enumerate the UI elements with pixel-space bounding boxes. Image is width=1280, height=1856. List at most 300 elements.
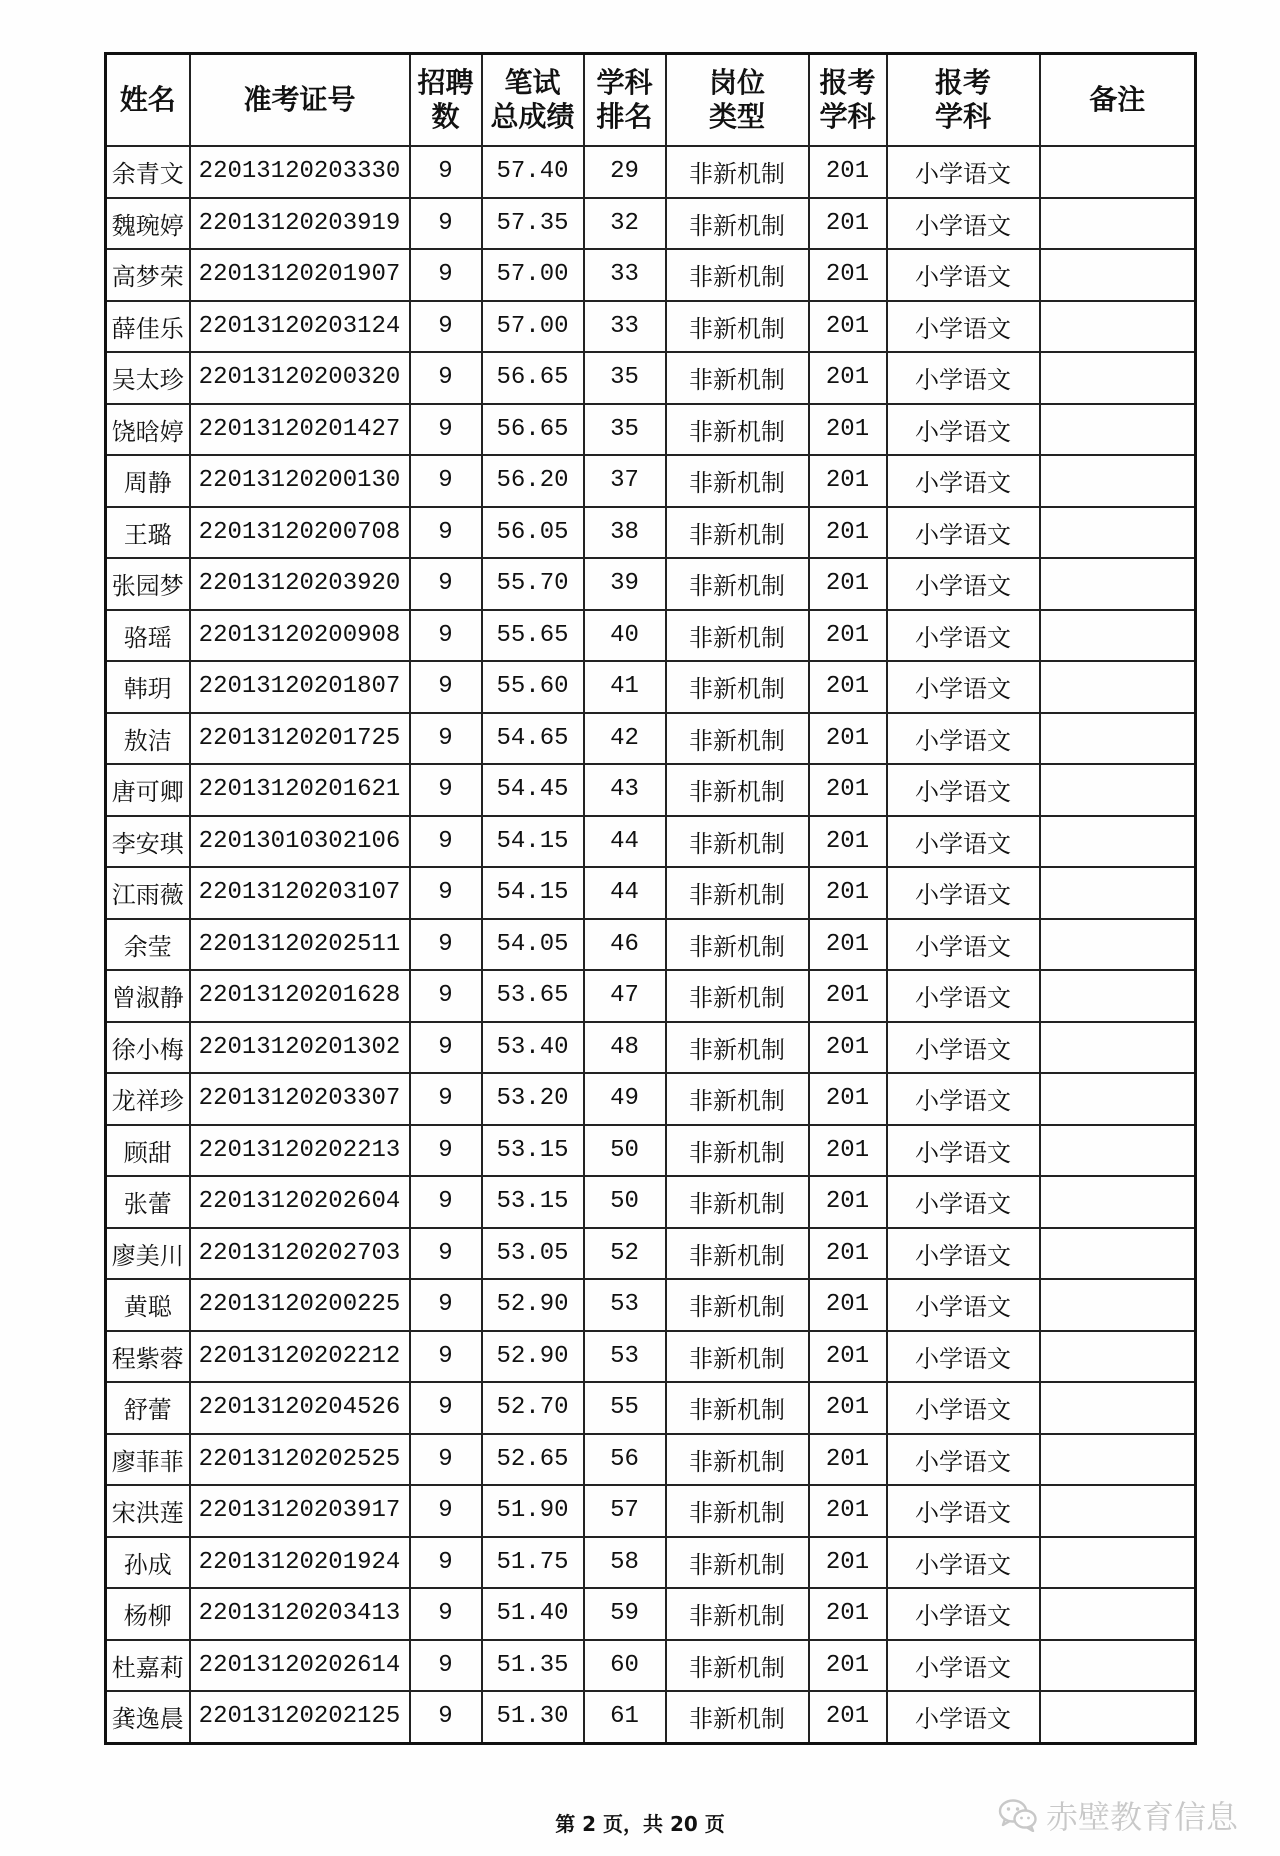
cell-post-type: 非新机制 — [666, 1485, 809, 1537]
cell-remark — [1040, 1176, 1196, 1228]
table-row — [106, 1382, 1196, 1434]
cell-score: 51.90 — [482, 1485, 584, 1537]
cell-subject: 小学语文 — [887, 1382, 1040, 1434]
table-row — [106, 1176, 1196, 1228]
cell-post-type: 非新机制 — [666, 1640, 809, 1692]
cell-subject: 小学语文 — [887, 661, 1040, 713]
cell-recruit-num: 9 — [410, 1434, 482, 1486]
header-subject-line2: 学科 — [934, 100, 991, 133]
table-row — [106, 1331, 1196, 1383]
cell-exam-id: 22013120200130 — [190, 455, 410, 507]
header-subject-code — [809, 54, 887, 147]
cell-recruit-num: 9 — [410, 507, 482, 559]
table-row — [106, 1640, 1196, 1692]
cell-post-type: 非新机制 — [666, 970, 809, 1022]
cell-recruit-num: 9 — [410, 301, 482, 353]
cell-subject-code: 201 — [809, 1022, 887, 1074]
cell-name: 徐小梅 — [106, 1022, 190, 1074]
header-recruit-num-line1: 招聘 — [417, 66, 474, 99]
cell-rank: 50 — [584, 1176, 666, 1228]
cell-subject-code: 201 — [809, 146, 887, 198]
header-rank — [584, 54, 666, 147]
cell-subject-code: 201 — [809, 1537, 887, 1589]
cell-subject-code: 201 — [809, 249, 887, 301]
cell-rank: 44 — [584, 867, 666, 919]
cell-exam-id: 22013120202125 — [190, 1691, 410, 1743]
cell-score: 54.05 — [482, 919, 584, 971]
cell-score: 53.40 — [482, 1022, 584, 1074]
cell-recruit-num: 9 — [410, 1022, 482, 1074]
cell-remark — [1040, 919, 1196, 971]
cell-name: 宋洪莲 — [106, 1485, 190, 1537]
cell-exam-id: 22013010302106 — [190, 816, 410, 868]
cell-recruit-num: 9 — [410, 1125, 482, 1177]
cell-score: 52.90 — [482, 1279, 584, 1331]
cell-rank: 57 — [584, 1485, 666, 1537]
header-subject-code-line1: 报考 — [819, 66, 876, 99]
cell-subject-code: 201 — [809, 507, 887, 559]
cell-remark — [1040, 1640, 1196, 1692]
cell-subject-code: 201 — [809, 352, 887, 404]
cell-score: 51.75 — [482, 1537, 584, 1589]
cell-remark — [1040, 198, 1196, 250]
cell-score: 55.70 — [482, 558, 584, 610]
cell-recruit-num: 9 — [410, 1176, 482, 1228]
cell-post-type: 非新机制 — [666, 1176, 809, 1228]
cell-subject-code: 201 — [809, 1485, 887, 1537]
cell-recruit-num: 9 — [410, 713, 482, 765]
cell-remark — [1040, 1588, 1196, 1640]
cell-exam-id: 22013120203413 — [190, 1588, 410, 1640]
cell-remark — [1040, 404, 1196, 456]
cell-post-type: 非新机制 — [666, 455, 809, 507]
cell-name: 敖洁 — [106, 713, 190, 765]
cell-score: 57.00 — [482, 301, 584, 353]
cell-rank: 40 — [584, 610, 666, 662]
header-rank-line1: 学科 — [596, 66, 653, 99]
header-subject-code-line2: 学科 — [819, 100, 876, 133]
cell-subject: 小学语文 — [887, 1022, 1040, 1074]
table-row — [106, 919, 1196, 971]
cell-score: 53.05 — [482, 1228, 584, 1280]
cell-exam-id: 22013120202511 — [190, 919, 410, 971]
cell-remark — [1040, 249, 1196, 301]
table-row — [106, 1228, 1196, 1280]
cell-subject: 小学语文 — [887, 404, 1040, 456]
cell-subject: 小学语文 — [887, 1125, 1040, 1177]
cell-exam-id: 22013120201628 — [190, 970, 410, 1022]
cell-exam-id: 22013120201621 — [190, 764, 410, 816]
cell-score: 54.15 — [482, 816, 584, 868]
cell-rank: 53 — [584, 1331, 666, 1383]
header-post-type-line2: 类型 — [708, 100, 765, 133]
cell-name: 王璐 — [106, 507, 190, 559]
cell-name: 骆瑶 — [106, 610, 190, 662]
cell-subject-code: 201 — [809, 1331, 887, 1383]
cell-score: 52.65 — [482, 1434, 584, 1486]
cell-exam-id: 22013120202212 — [190, 1331, 410, 1383]
cell-remark — [1040, 1022, 1196, 1074]
cell-rank: 41 — [584, 661, 666, 713]
cell-post-type: 非新机制 — [666, 1073, 809, 1125]
cell-name: 张蕾 — [106, 1176, 190, 1228]
cell-remark — [1040, 1382, 1196, 1434]
table-header-row — [106, 54, 1196, 147]
cell-score: 52.70 — [482, 1382, 584, 1434]
cell-name: 江雨薇 — [106, 867, 190, 919]
cell-subject-code: 201 — [809, 404, 887, 456]
cell-name: 饶晗婷 — [106, 404, 190, 456]
cell-subject-code: 201 — [809, 1434, 887, 1486]
cell-remark — [1040, 1125, 1196, 1177]
cell-subject-code: 201 — [809, 1382, 887, 1434]
cell-score: 52.90 — [482, 1331, 584, 1383]
cell-post-type: 非新机制 — [666, 713, 809, 765]
cell-rank: 33 — [584, 301, 666, 353]
cell-subject-code: 201 — [809, 1073, 887, 1125]
cell-remark — [1040, 352, 1196, 404]
cell-remark — [1040, 507, 1196, 559]
cell-exam-id: 22013120202213 — [190, 1125, 410, 1177]
cell-recruit-num: 9 — [410, 1588, 482, 1640]
cell-subject: 小学语文 — [887, 1176, 1040, 1228]
cell-remark — [1040, 970, 1196, 1022]
cell-score: 56.65 — [482, 404, 584, 456]
cell-exam-id: 22013120203920 — [190, 558, 410, 610]
cell-post-type: 非新机制 — [666, 146, 809, 198]
cell-name: 余莹 — [106, 919, 190, 971]
table-row — [106, 1022, 1196, 1074]
header-remark: 备注 — [1040, 54, 1196, 147]
cell-recruit-num: 9 — [410, 1279, 482, 1331]
cell-post-type: 非新机制 — [666, 1537, 809, 1589]
cell-post-type: 非新机制 — [666, 919, 809, 971]
table-body — [106, 146, 1196, 1743]
cell-subject-code: 201 — [809, 198, 887, 250]
cell-score: 55.60 — [482, 661, 584, 713]
cell-name: 李安琪 — [106, 816, 190, 868]
cell-subject-code: 201 — [809, 919, 887, 971]
cell-post-type: 非新机制 — [666, 404, 809, 456]
cell-subject: 小学语文 — [887, 558, 1040, 610]
cell-rank: 43 — [584, 764, 666, 816]
cell-score: 54.45 — [482, 764, 584, 816]
cell-subject-code: 201 — [809, 764, 887, 816]
cell-remark — [1040, 1691, 1196, 1743]
cell-rank: 56 — [584, 1434, 666, 1486]
cell-name: 廖菲菲 — [106, 1434, 190, 1486]
cell-score: 56.20 — [482, 455, 584, 507]
cell-score: 57.35 — [482, 198, 584, 250]
cell-score: 51.30 — [482, 1691, 584, 1743]
cell-name: 薛佳乐 — [106, 301, 190, 353]
cell-remark — [1040, 455, 1196, 507]
cell-subject: 小学语文 — [887, 301, 1040, 353]
cell-subject: 小学语文 — [887, 1228, 1040, 1280]
cell-exam-id: 22013120203330 — [190, 146, 410, 198]
cell-recruit-num: 9 — [410, 404, 482, 456]
header-score-line2: 总成绩 — [490, 100, 575, 133]
cell-rank: 53 — [584, 1279, 666, 1331]
cell-recruit-num: 9 — [410, 816, 482, 868]
cell-subject: 小学语文 — [887, 1073, 1040, 1125]
cell-rank: 61 — [584, 1691, 666, 1743]
cell-rank: 52 — [584, 1228, 666, 1280]
cell-subject-code: 201 — [809, 455, 887, 507]
cell-remark — [1040, 713, 1196, 765]
watermark — [998, 1792, 1238, 1838]
cell-post-type: 非新机制 — [666, 610, 809, 662]
cell-rank: 42 — [584, 713, 666, 765]
cell-rank: 44 — [584, 816, 666, 868]
cell-subject-code: 201 — [809, 301, 887, 353]
cell-exam-id: 22013120201807 — [190, 661, 410, 713]
cell-subject-code: 201 — [809, 867, 887, 919]
cell-exam-id: 22013120201427 — [190, 404, 410, 456]
cell-post-type: 非新机制 — [666, 301, 809, 353]
cell-remark — [1040, 1434, 1196, 1486]
cell-rank: 38 — [584, 507, 666, 559]
cell-score: 53.15 — [482, 1125, 584, 1177]
table-row — [106, 507, 1196, 559]
table-row — [106, 198, 1196, 250]
cell-name: 周静 — [106, 455, 190, 507]
header-name: 姓名 — [106, 54, 190, 147]
table-row — [106, 867, 1196, 919]
table-row — [106, 1279, 1196, 1331]
header-recruit-num-line2: 数 — [431, 100, 460, 133]
cell-exam-id: 22013120203919 — [190, 198, 410, 250]
table-row — [106, 404, 1196, 456]
header-score — [482, 54, 584, 147]
cell-subject-code: 201 — [809, 1176, 887, 1228]
header-post-type — [666, 54, 809, 147]
cell-score: 56.65 — [482, 352, 584, 404]
cell-name: 韩玥 — [106, 661, 190, 713]
header-recruit-num — [410, 54, 482, 147]
candidate-score-table — [104, 52, 1197, 1745]
cell-subject: 小学语文 — [887, 1331, 1040, 1383]
cell-exam-id: 22013120200908 — [190, 610, 410, 662]
cell-post-type: 非新机制 — [666, 249, 809, 301]
cell-remark — [1040, 867, 1196, 919]
cell-recruit-num: 9 — [410, 1537, 482, 1589]
cell-exam-id: 22013120201907 — [190, 249, 410, 301]
cell-rank: 39 — [584, 558, 666, 610]
cell-score: 53.15 — [482, 1176, 584, 1228]
cell-name: 高梦荣 — [106, 249, 190, 301]
header-subject-line1: 报考 — [934, 66, 991, 99]
cell-recruit-num: 9 — [410, 1228, 482, 1280]
cell-score: 51.40 — [482, 1588, 584, 1640]
cell-score: 53.65 — [482, 970, 584, 1022]
watermark-text: 赤壁教育信息 — [1045, 1798, 1238, 1836]
cell-subject: 小学语文 — [887, 146, 1040, 198]
cell-exam-id: 22013120203124 — [190, 301, 410, 353]
cell-name: 舒蕾 — [106, 1382, 190, 1434]
cell-subject: 小学语文 — [887, 455, 1040, 507]
cell-subject-code: 201 — [809, 1588, 887, 1640]
cell-recruit-num: 9 — [410, 146, 482, 198]
cell-subject-code: 201 — [809, 1279, 887, 1331]
cell-remark — [1040, 146, 1196, 198]
cell-recruit-num: 9 — [410, 764, 482, 816]
cell-subject: 小学语文 — [887, 816, 1040, 868]
cell-name: 余青文 — [106, 146, 190, 198]
cell-rank: 33 — [584, 249, 666, 301]
cell-subject-code: 201 — [809, 661, 887, 713]
cell-remark — [1040, 816, 1196, 868]
cell-rank: 32 — [584, 198, 666, 250]
cell-recruit-num: 9 — [410, 867, 482, 919]
table-row — [106, 1537, 1196, 1589]
table-row — [106, 1434, 1196, 1486]
cell-post-type: 非新机制 — [666, 1022, 809, 1074]
cell-exam-id: 22013120204526 — [190, 1382, 410, 1434]
cell-exam-id: 22013120200225 — [190, 1279, 410, 1331]
header-score-line1: 笔试 — [504, 66, 561, 99]
cell-rank: 59 — [584, 1588, 666, 1640]
cell-remark — [1040, 1537, 1196, 1589]
cell-rank: 35 — [584, 352, 666, 404]
cell-subject: 小学语文 — [887, 919, 1040, 971]
cell-exam-id: 22013120201924 — [190, 1537, 410, 1589]
cell-subject: 小学语文 — [887, 970, 1040, 1022]
table-row — [106, 301, 1196, 353]
table-row — [106, 352, 1196, 404]
cell-remark — [1040, 1073, 1196, 1125]
cell-exam-id: 22013120202703 — [190, 1228, 410, 1280]
cell-post-type: 非新机制 — [666, 1331, 809, 1383]
table-row — [106, 1125, 1196, 1177]
cell-exam-id: 22013120203917 — [190, 1485, 410, 1537]
cell-rank: 58 — [584, 1537, 666, 1589]
cell-exam-id: 22013120201302 — [190, 1022, 410, 1074]
page-number: 第 2 页，共 20 页 — [555, 1812, 725, 1836]
cell-remark — [1040, 1485, 1196, 1537]
cell-rank: 47 — [584, 970, 666, 1022]
cell-remark — [1040, 764, 1196, 816]
cell-post-type: 非新机制 — [666, 1434, 809, 1486]
cell-recruit-num: 9 — [410, 1640, 482, 1692]
cell-rank: 50 — [584, 1125, 666, 1177]
cell-recruit-num: 9 — [410, 1382, 482, 1434]
cell-subject: 小学语文 — [887, 1485, 1040, 1537]
cell-post-type: 非新机制 — [666, 1588, 809, 1640]
cell-remark — [1040, 1279, 1196, 1331]
cell-post-type: 非新机制 — [666, 1228, 809, 1280]
cell-score: 56.05 — [482, 507, 584, 559]
table-row — [106, 610, 1196, 662]
table-row — [106, 1485, 1196, 1537]
cell-subject: 小学语文 — [887, 1588, 1040, 1640]
table-row — [106, 558, 1196, 610]
table-row — [106, 1691, 1196, 1743]
cell-score: 55.65 — [482, 610, 584, 662]
cell-subject: 小学语文 — [887, 1434, 1040, 1486]
cell-name: 吴太珍 — [106, 352, 190, 404]
cell-remark — [1040, 1228, 1196, 1280]
cell-rank: 48 — [584, 1022, 666, 1074]
cell-post-type: 非新机制 — [666, 1691, 809, 1743]
cell-post-type: 非新机制 — [666, 867, 809, 919]
cell-post-type: 非新机制 — [666, 1125, 809, 1177]
cell-name: 廖美川 — [106, 1228, 190, 1280]
table-row — [106, 249, 1196, 301]
cell-exam-id: 22013120203107 — [190, 867, 410, 919]
cell-recruit-num: 9 — [410, 970, 482, 1022]
cell-post-type: 非新机制 — [666, 198, 809, 250]
cell-subject-code: 201 — [809, 558, 887, 610]
cell-subject-code: 201 — [809, 1228, 887, 1280]
cell-remark — [1040, 558, 1196, 610]
cell-rank: 29 — [584, 146, 666, 198]
cell-post-type: 非新机制 — [666, 352, 809, 404]
table-row — [106, 661, 1196, 713]
cell-post-type: 非新机制 — [666, 507, 809, 559]
cell-recruit-num: 9 — [410, 198, 482, 250]
table-row — [106, 816, 1196, 868]
cell-post-type: 非新机制 — [666, 816, 809, 868]
cell-name: 魏琬婷 — [106, 198, 190, 250]
cell-subject: 小学语文 — [887, 867, 1040, 919]
cell-subject-code: 201 — [809, 610, 887, 662]
cell-exam-id: 22013120202614 — [190, 1640, 410, 1692]
cell-post-type: 非新机制 — [666, 661, 809, 713]
cell-rank: 49 — [584, 1073, 666, 1125]
cell-recruit-num: 9 — [410, 1331, 482, 1383]
cell-recruit-num: 9 — [410, 1691, 482, 1743]
cell-exam-id: 22013120202604 — [190, 1176, 410, 1228]
cell-name: 龙祥珍 — [106, 1073, 190, 1125]
cell-exam-id: 22013120200320 — [190, 352, 410, 404]
cell-subject-code: 201 — [809, 816, 887, 868]
cell-recruit-num: 9 — [410, 1073, 482, 1125]
cell-post-type: 非新机制 — [666, 1279, 809, 1331]
table-row — [106, 1073, 1196, 1125]
cell-rank: 46 — [584, 919, 666, 971]
cell-subject: 小学语文 — [887, 507, 1040, 559]
cell-name: 杜嘉莉 — [106, 1640, 190, 1692]
header-post-type-line1: 岗位 — [708, 66, 765, 99]
cell-exam-id: 22013120203307 — [190, 1073, 410, 1125]
cell-recruit-num: 9 — [410, 661, 482, 713]
cell-name: 龚逸晨 — [106, 1691, 190, 1743]
header-exam-id: 准考证号 — [190, 54, 410, 147]
cell-remark — [1040, 610, 1196, 662]
table-row — [106, 970, 1196, 1022]
cell-recruit-num: 9 — [410, 558, 482, 610]
cell-score: 54.15 — [482, 867, 584, 919]
cell-score: 53.20 — [482, 1073, 584, 1125]
cell-subject: 小学语文 — [887, 1640, 1040, 1692]
cell-recruit-num: 9 — [410, 455, 482, 507]
cell-subject-code: 201 — [809, 1640, 887, 1692]
cell-subject: 小学语文 — [887, 610, 1040, 662]
cell-subject-code: 201 — [809, 1125, 887, 1177]
cell-subject: 小学语文 — [887, 764, 1040, 816]
header-rank-line2: 排名 — [596, 100, 653, 133]
cell-name: 唐可卿 — [106, 764, 190, 816]
table-row — [106, 455, 1196, 507]
cell-subject: 小学语文 — [887, 1279, 1040, 1331]
cell-recruit-num: 9 — [410, 1485, 482, 1537]
cell-score: 51.35 — [482, 1640, 584, 1692]
cell-subject-code: 201 — [809, 1691, 887, 1743]
cell-score: 54.65 — [482, 713, 584, 765]
cell-rank: 35 — [584, 404, 666, 456]
cell-post-type: 非新机制 — [666, 764, 809, 816]
